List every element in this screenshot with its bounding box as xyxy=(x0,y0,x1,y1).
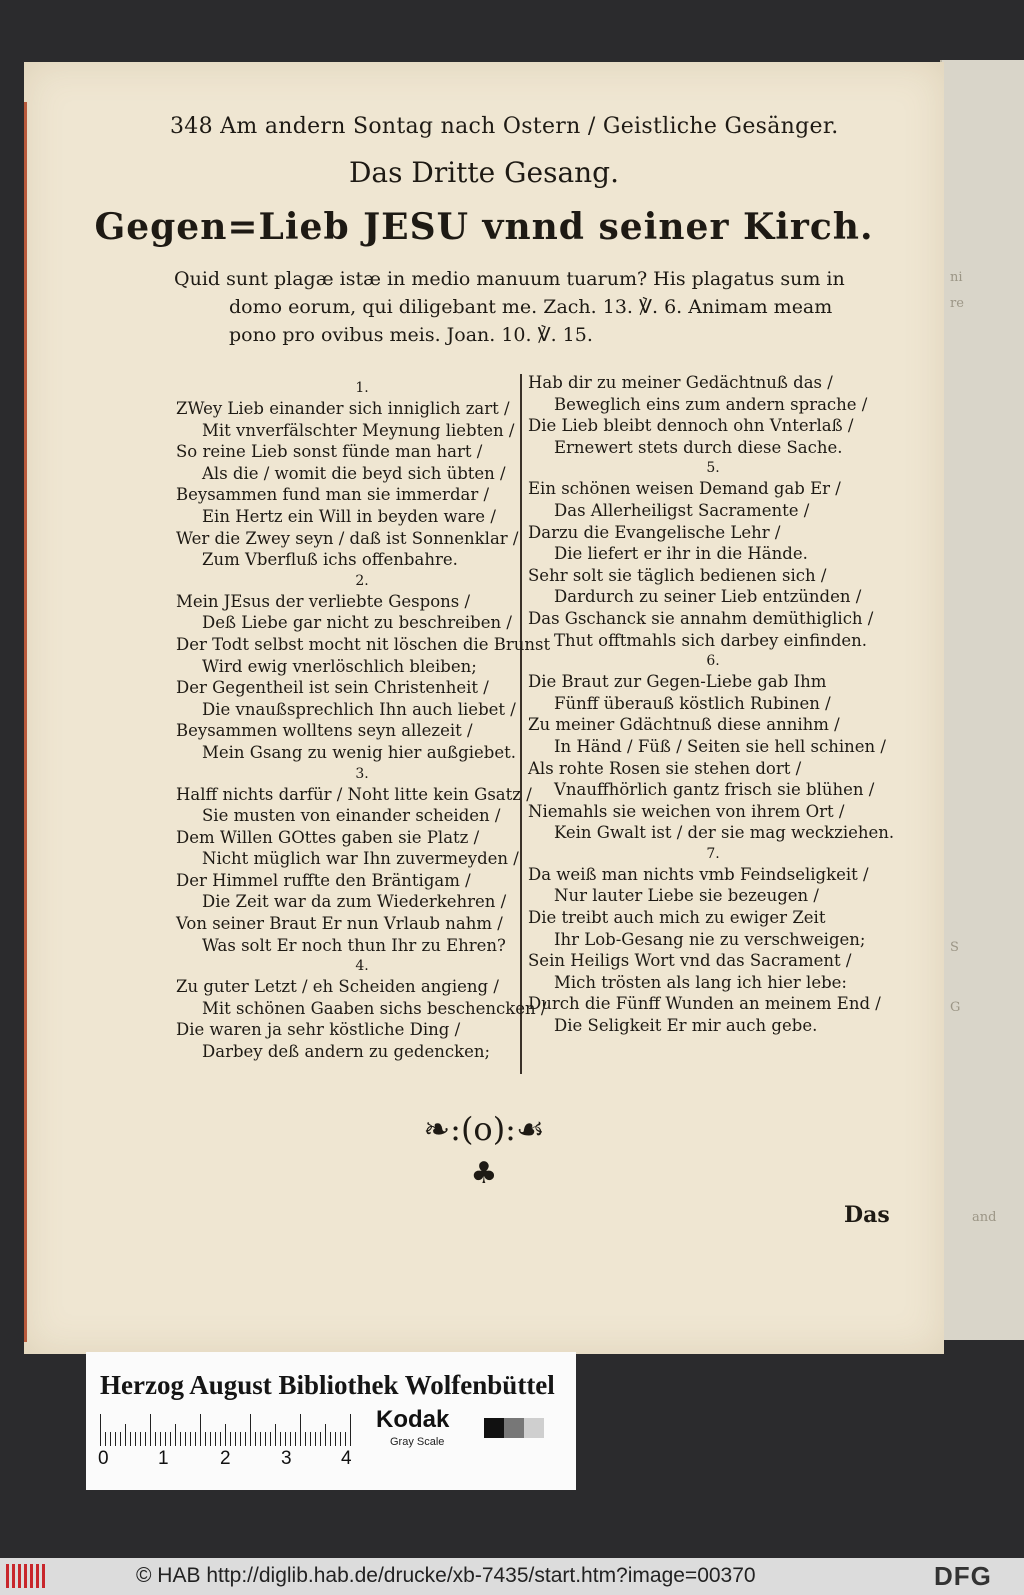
facing-page-fragment: ni xyxy=(950,270,963,285)
song-subtitle: Gegen=Lieb JESU vnnd seiner Kirch. xyxy=(94,206,874,248)
ruler-tick xyxy=(245,1432,246,1446)
facing-page-fragment: S xyxy=(950,940,959,955)
verse-line: Niemahls sie weichen von ihrem Ort / xyxy=(528,801,845,821)
ruler-tick xyxy=(125,1424,126,1446)
verse-line: Nicht müglich war Ihn zuvermeyden / xyxy=(202,849,519,869)
verse-line: Der Gegentheil ist sein Christenheit / xyxy=(176,678,489,698)
ruler-tick xyxy=(230,1432,231,1446)
verse-line: Beysammen fund man sie immerdar / xyxy=(176,485,490,505)
verse-line: Ein Hertz ein Will in beyden ware / xyxy=(202,506,496,526)
verse-line: Nur lauter Liebe sie bezeugen / xyxy=(554,886,819,906)
stanza xyxy=(528,844,898,1037)
ruler-tick xyxy=(260,1432,261,1446)
song-title: Das Dritte Gesang. xyxy=(348,156,620,189)
ruler-tick xyxy=(160,1432,161,1446)
ruler-tick xyxy=(280,1432,281,1446)
ruler-tick xyxy=(165,1432,166,1446)
ruler-tick xyxy=(110,1432,111,1446)
verse-line: Als die / womit die beyd sich übten / xyxy=(202,463,506,483)
facing-page-fragment: G xyxy=(950,1000,961,1015)
ruler-tick xyxy=(310,1432,311,1446)
ruler-tick xyxy=(305,1432,306,1446)
color-scale-card xyxy=(86,1352,576,1490)
ruler-tick xyxy=(185,1432,186,1446)
ruler-tick xyxy=(155,1432,156,1446)
verse-line: ZWey Lieb einander sich inniglich zart / xyxy=(176,399,510,418)
catchword: Das xyxy=(844,1202,890,1228)
stanza-number: 1. xyxy=(355,380,369,396)
ruler-tick xyxy=(345,1432,346,1446)
verse-line: Wird ewig vnerlöschlich bleiben; xyxy=(202,656,477,676)
verse-line: Dardurch zu seiner Lieb entzünden / xyxy=(554,587,862,607)
ruler-number: 1 xyxy=(158,1448,169,1469)
ruler-tick xyxy=(145,1432,146,1446)
stanza xyxy=(176,956,548,1062)
latin-epigraph xyxy=(174,265,894,349)
verse-line: Mein Gsang zu wenig hier außgiebet. xyxy=(202,742,516,762)
ruler-tick xyxy=(195,1432,196,1446)
verse-line: So reine Lieb sonst fünde man hart / xyxy=(176,442,483,462)
kodak-logo: Kodak xyxy=(376,1406,450,1433)
verse-line: Was solt Er noch thun Ihr zu Ehren? xyxy=(202,935,506,955)
verse-line: Der Himmel ruffte den Bräntigam / xyxy=(176,870,471,890)
verse-line: Die Braut zur Gegen-Liebe gab Ihm xyxy=(528,672,827,692)
stanza xyxy=(528,651,898,844)
verse-line: Als rohte Rosen sie stehen dort / xyxy=(528,758,802,778)
right-column xyxy=(528,372,898,1037)
library-name: Herzog August Bibliothek Wolfenbüttel xyxy=(100,1370,555,1400)
verse-line: Thut offtmahls sich darbey einfinden. xyxy=(554,630,868,650)
epigraph-line: Quid sunt plagæ istæ in medio manuum tuarum? His plagatus sum in xyxy=(174,268,845,290)
ruler-tick xyxy=(140,1432,141,1446)
verse-line: Zu guter Letzt / eh Scheiden angieng / xyxy=(176,977,499,997)
epigraph-line: domo eorum, qui diligebant me. Zach. 13. ℣. 6. Animam meam xyxy=(229,296,833,318)
verse-line: Darzu die Evangelische Lehr / xyxy=(528,522,781,542)
verse-line: Deß Liebe gar nicht zu beschreiben / xyxy=(202,613,512,633)
verse-line: Sehr solt sie täglich bedienen sich / xyxy=(528,565,827,585)
verse-line: Die Seligkeit Er mir auch gebe. xyxy=(554,1016,818,1036)
verse-line: Von seiner Braut Er nun Vrlaub nahm / xyxy=(176,914,503,934)
ruler-tick xyxy=(215,1432,216,1446)
ruler-tick xyxy=(250,1414,251,1446)
ruler-tick xyxy=(200,1414,201,1446)
stanza xyxy=(176,378,548,571)
ruler-number: 0 xyxy=(98,1448,109,1469)
ruler-tick xyxy=(190,1432,191,1446)
stanza-number: 6. xyxy=(706,653,720,670)
verse-line: In Händ / Füß / Seiten sie hell schinen / xyxy=(554,736,886,756)
ornament-leaf: ♣ xyxy=(470,1156,498,1191)
verse-line: Die waren ja sehr köstliche Ding / xyxy=(176,1020,461,1040)
verse-line: Dem Willen GOttes gaben sie Platz / xyxy=(176,827,480,847)
book-page xyxy=(24,62,944,1354)
ruler-tick xyxy=(100,1414,101,1446)
verse-line: Der Todt selbst mocht nit löschen die Brunst xyxy=(176,634,551,654)
copyright-url[interactable]: © HAB http://diglib.hab.de/drucke/xb-7435/start.htm?image=00370 xyxy=(136,1564,756,1587)
facing-page-fragment: and xyxy=(972,1210,997,1225)
verse-line: Ernewert stets durch diese Sache. xyxy=(554,437,843,457)
running-head: 348 Am andern Sontag nach Ostern / Geistliche Gesänger. xyxy=(170,114,839,139)
facing-page-edge xyxy=(940,60,1024,1340)
ruler-tick xyxy=(275,1424,276,1446)
gray-scale-label: Gray Scale xyxy=(390,1436,445,1448)
ruler-tick xyxy=(255,1432,256,1446)
verse-line: Zum Vberfluß ichs offenbahre. xyxy=(202,550,458,570)
stanza xyxy=(176,764,548,957)
ruler-tick xyxy=(130,1432,131,1446)
ornament-flourish: ❧:(o):☙ xyxy=(423,1110,545,1148)
ruler-tick xyxy=(105,1432,106,1446)
verse-line: Die vnaußsprechlich Ihn auch liebet / xyxy=(202,699,516,719)
ruler-tick xyxy=(265,1432,266,1446)
ruler-tick xyxy=(320,1432,321,1446)
ruler-tick xyxy=(170,1432,171,1446)
ruler xyxy=(100,1414,362,1446)
ruler-tick xyxy=(225,1424,226,1446)
verse-line: Die liefert er ihr in die Hände. xyxy=(554,544,808,564)
verse-line: Sein Heiligs Wort vnd das Sacrament / xyxy=(528,951,852,971)
ruler-tick xyxy=(235,1432,236,1446)
verse-line: Ein schönen weisen Demand gab Er / xyxy=(528,479,841,499)
verse-line: Beysammen wolltens seyn allezeit / xyxy=(176,721,473,741)
verse-line: Ihr Lob-Gesang nie zu verschweigen; xyxy=(554,929,866,949)
verse-line: Halff nichts darfür / Noht litte kein Gsatz / xyxy=(176,784,532,804)
epigraph-line: pono pro ovibus meis. Joan. 10. ℣. 15. xyxy=(229,324,593,346)
verse-line: Darbey deß andern zu gedencken; xyxy=(202,1042,491,1062)
verse-line: Die Zeit war da zum Wiederkehren / xyxy=(202,892,507,912)
facing-page-fragment: re xyxy=(950,296,964,311)
verse-line: Die Lieb bleibt dennoch ohn Vnterlaß / xyxy=(528,416,854,436)
stanza-number: 3. xyxy=(355,765,369,782)
stanza-number: 5. xyxy=(706,460,720,477)
gray-swatch xyxy=(504,1418,524,1438)
verse-line: Das Allerheiligst Sacramente / xyxy=(554,500,810,520)
verse-line: Wer die Zwey seyn / daß ist Sonnenklar / xyxy=(176,528,519,548)
dfg-logo: DFG xyxy=(934,1561,992,1591)
verse-line: Vnauffhörlich gantz frisch sie blühen / xyxy=(554,780,875,800)
ruler-tick xyxy=(220,1432,221,1446)
ruler-tick xyxy=(330,1432,331,1446)
ruler-tick xyxy=(175,1424,176,1446)
hab-barcode-logo xyxy=(6,1564,46,1588)
verse-line: Sie musten von einander scheiden / xyxy=(202,806,501,826)
stanza-number: 7. xyxy=(706,845,720,862)
footer-bar xyxy=(0,1558,1024,1595)
stanza xyxy=(528,372,898,458)
stanza xyxy=(176,571,551,764)
ruler-tick xyxy=(325,1424,326,1446)
verse-line: Fünff überauß köstlich Rubinen / xyxy=(554,693,831,713)
verse-line: Beweglich eins zum andern sprache / xyxy=(554,394,868,414)
ruler-tick xyxy=(270,1432,271,1446)
verse-line: Kein Gwalt ist / der sie mag weckziehen. xyxy=(554,823,895,843)
verse-line: Zu meiner Gdächtnuß diese annihm / xyxy=(528,715,840,735)
ruler-tick xyxy=(290,1432,291,1446)
verse-line: Mit vnverfälschter Meynung liebten / xyxy=(202,420,515,440)
ruler-number: 4 xyxy=(341,1448,352,1469)
ruler-tick xyxy=(180,1432,181,1446)
ruler-tick xyxy=(335,1432,336,1446)
ruler-tick xyxy=(240,1432,241,1446)
ruler-number: 2 xyxy=(220,1448,231,1469)
verse-line: Mit schönen Gaaben sichs beschencken / xyxy=(202,998,547,1018)
ruler-tick xyxy=(210,1432,211,1446)
ruler-tick xyxy=(120,1432,121,1446)
ruler-tick xyxy=(285,1432,286,1446)
verse-line: Die treibt auch mich zu ewiger Zeit xyxy=(528,908,826,928)
left-column xyxy=(176,378,551,1063)
ruler-tick xyxy=(315,1432,316,1446)
verse-line: Das Gschanck sie annahm demüthiglich / xyxy=(528,608,874,628)
verse-line: Mein JEsus der verliebte Gespons / xyxy=(176,591,471,611)
ruler-tick xyxy=(205,1432,206,1446)
ruler-tick xyxy=(340,1432,341,1446)
ruler-tick xyxy=(300,1414,301,1446)
ruler-tick xyxy=(350,1414,351,1446)
ruler-tick xyxy=(115,1432,116,1446)
gray-swatch xyxy=(524,1418,544,1438)
verse-line: Hab dir zu meiner Gedächtnuß das / xyxy=(528,373,833,392)
ruler-tick xyxy=(295,1432,296,1446)
gray-swatch xyxy=(484,1418,504,1438)
verse-line: Mich trösten als lang ich hier lebe: xyxy=(554,972,847,992)
ruler-tick xyxy=(150,1414,151,1446)
verse-line: Da weiß man nichts vmb Feindseligkeit / xyxy=(528,864,869,884)
verse-line: Durch die Fünff Wunden an meinem End / xyxy=(528,994,881,1014)
stanza-number: 2. xyxy=(355,572,369,589)
ruler-number: 3 xyxy=(281,1448,292,1469)
stanza-number: 4. xyxy=(355,958,369,975)
stanza xyxy=(528,458,898,651)
ruler-tick xyxy=(135,1432,136,1446)
